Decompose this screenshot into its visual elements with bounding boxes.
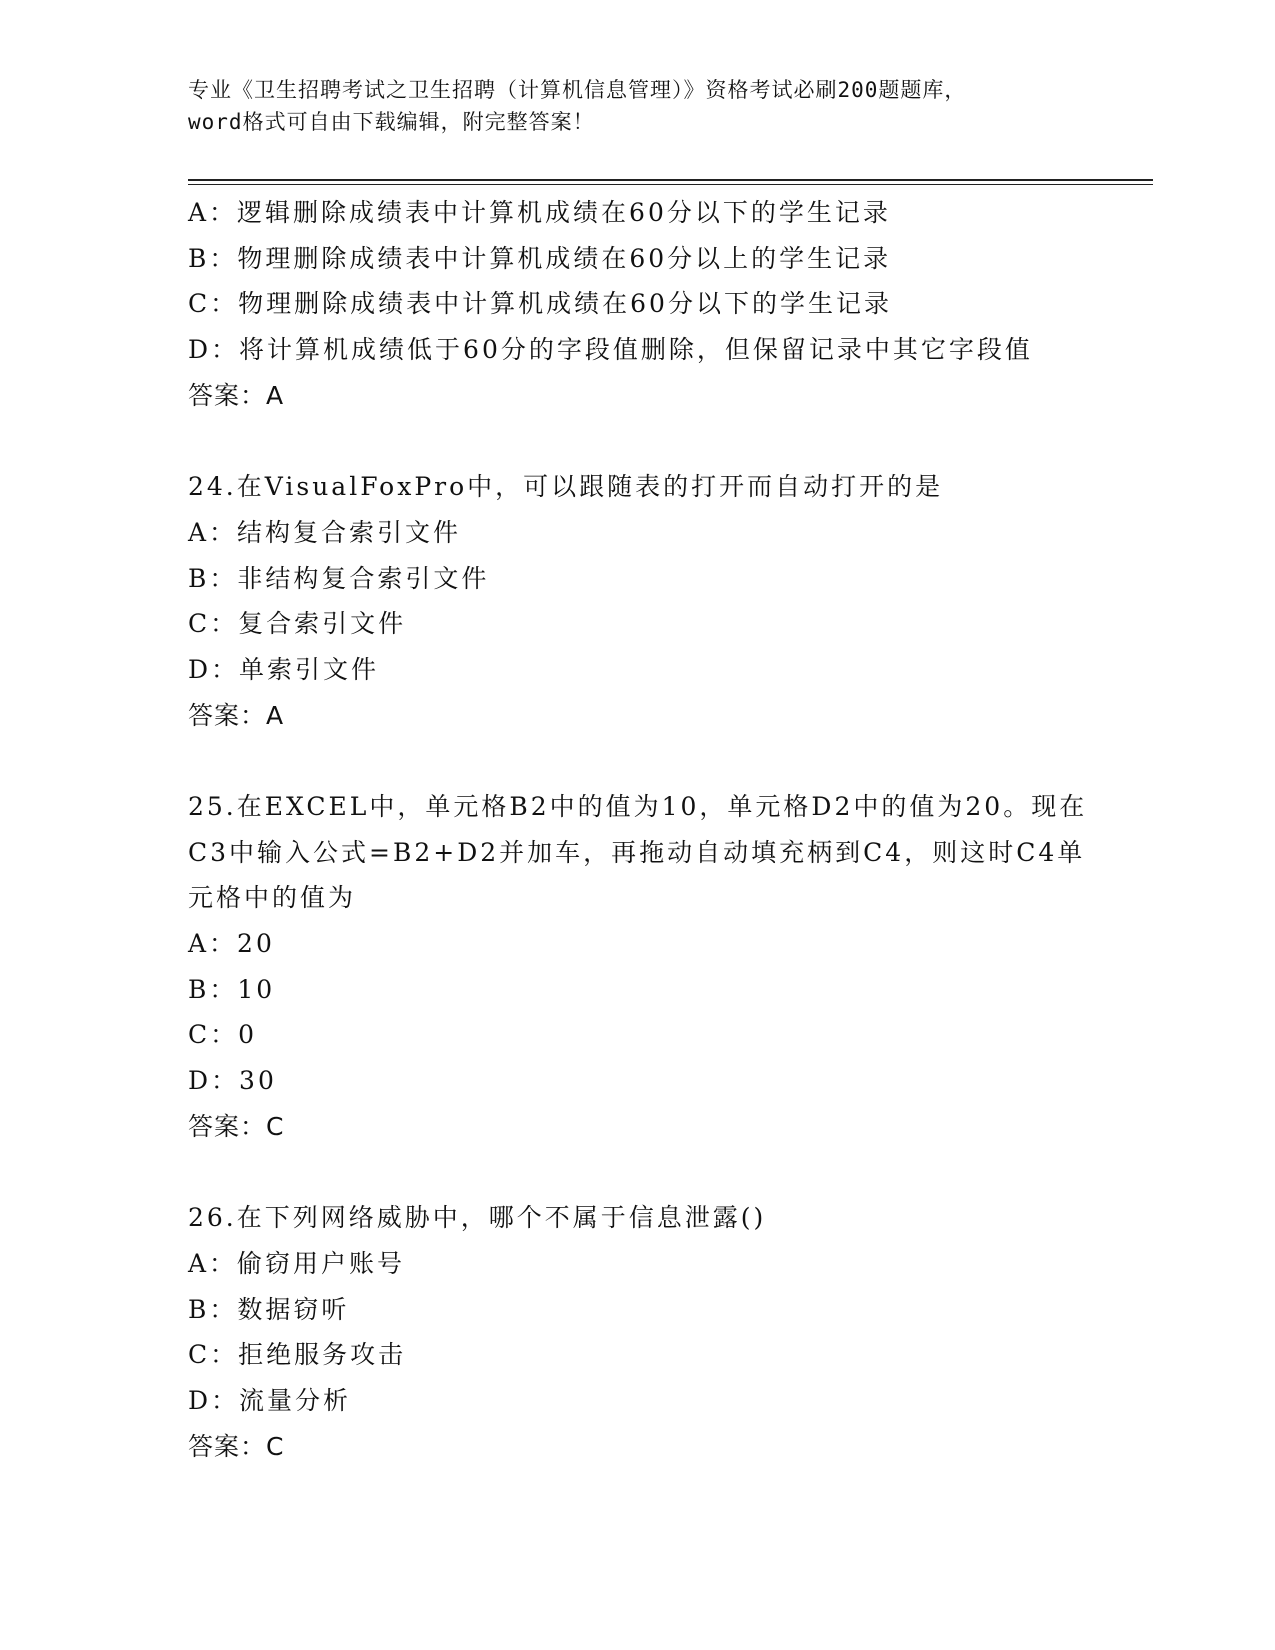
- header-line-2: word格式可自由下载编辑，附完整答案！: [188, 110, 595, 134]
- option-b: B：10: [188, 974, 276, 1004]
- answer: 答案：C: [188, 1431, 285, 1461]
- question-25: [188, 784, 1088, 1150]
- answer: 答案：C: [188, 1111, 285, 1141]
- option-c: C：复合索引文件: [188, 609, 407, 639]
- answer: 答案：A: [188, 700, 285, 730]
- question-stem: 24.在VisualFoxPro中，可以跟随表的打开而自动打开的是: [188, 472, 944, 502]
- option-a: A：逻辑删除成绩表中计算机成绩在60分以下的学生记录: [188, 198, 891, 227]
- document-header: [188, 74, 1088, 138]
- option-b: B：非结构复合索引文件: [188, 563, 490, 593]
- option-b: B：物理删除成绩表中计算机成绩在60分以上的学生记录: [188, 243, 892, 273]
- question-list: [188, 190, 1088, 1469]
- header-divider: [188, 179, 1153, 181]
- option-a: A：结构复合索引文件: [188, 517, 462, 547]
- option-c: C：0: [188, 1020, 258, 1050]
- question-23: [188, 190, 1088, 418]
- option-a: A：20: [188, 929, 275, 959]
- option-d: D：将计算机成绩低于60分的字段值删除，但保留记录中其它字段值: [188, 335, 1033, 365]
- question-26: [188, 1195, 1088, 1469]
- option-d: D：30: [188, 1066, 277, 1096]
- header-line-1: 专业《卫生招聘考试之卫生招聘（计算机信息管理）》资格考试必刷200题题库，: [188, 78, 967, 102]
- header-divider-thin: [188, 184, 1153, 185]
- option-a: A：偷窃用户账号: [188, 1248, 406, 1278]
- answer: 答案：A: [188, 380, 285, 410]
- option-b: B：数据窃听: [188, 1294, 350, 1324]
- option-c: C：物理删除成绩表中计算机成绩在60分以下的学生记录: [188, 289, 892, 319]
- option-d: D：单索引文件: [188, 654, 380, 684]
- question-stem: 26.在下列网络威胁中，哪个不属于信息泄露(): [188, 1203, 767, 1233]
- question-stem: 25.在EXCEL中，单元格B2中的值为10，单元格D2中的值为20。现在C3中输入公式=B2+D2并加车，再拖动自动填充柄到C4，则这时C4单元格中的值为: [188, 791, 1088, 913]
- question-24: [188, 464, 1088, 738]
- option-c: C：拒绝服务攻击: [188, 1340, 407, 1370]
- option-d: D：流量分析: [188, 1385, 352, 1415]
